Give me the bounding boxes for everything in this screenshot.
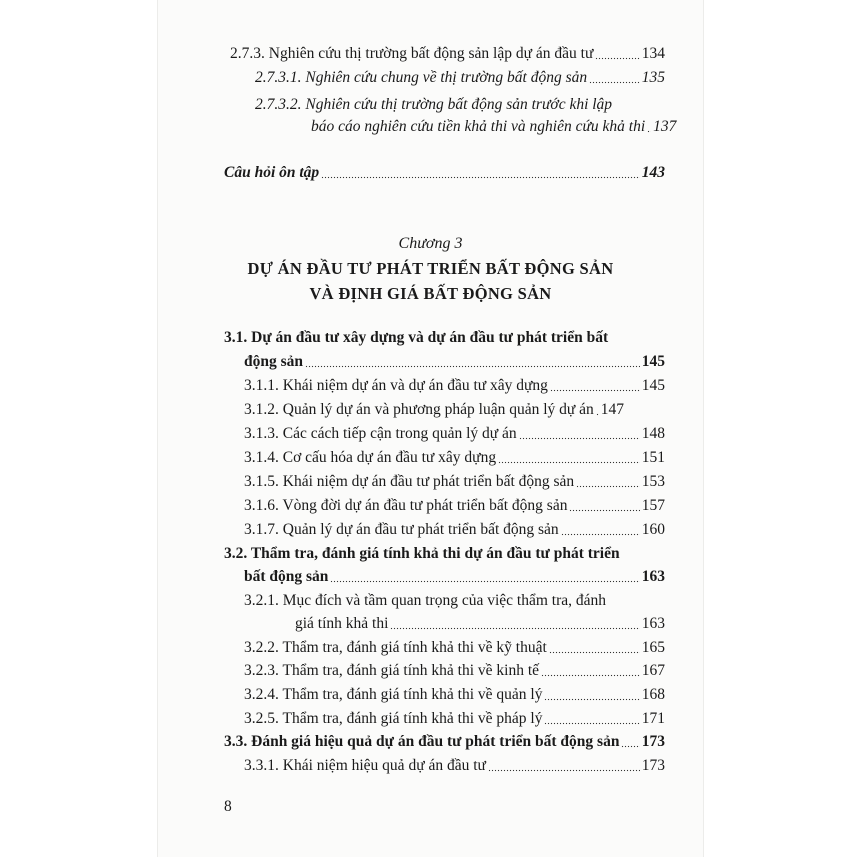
toc-entry-3-1-5 bbox=[244, 472, 665, 492]
toc-entry-page: 134 bbox=[641, 45, 665, 62]
toc-entry-3-1-4 bbox=[244, 448, 665, 468]
toc-entry-page: 153 bbox=[641, 473, 665, 490]
toc-section-3-2-line2 bbox=[244, 567, 665, 587]
toc-entry-text: giá tính khả thi bbox=[295, 615, 389, 632]
leader-dots bbox=[488, 769, 640, 772]
leader-dots bbox=[544, 698, 639, 701]
toc-entry-3-2-3 bbox=[244, 661, 665, 681]
leader-dots bbox=[305, 365, 640, 368]
toc-entry-2-7-3-2-line2 bbox=[311, 117, 677, 137]
toc-entry-2-7-3 bbox=[230, 44, 665, 64]
leader-dots bbox=[544, 722, 639, 725]
toc-entry-text: 3.1.4. Cơ cấu hóa dự án đầu tư xây dựng bbox=[244, 449, 497, 466]
toc-entry-page: 151 bbox=[641, 449, 665, 466]
toc-entry-3-2-5 bbox=[244, 709, 665, 729]
toc-entry-page: 165 bbox=[641, 639, 665, 656]
toc-entry-page: 173 bbox=[641, 733, 665, 750]
leader-dots bbox=[330, 580, 639, 583]
toc-entry-3-1-3 bbox=[244, 424, 665, 444]
toc-entry-text: 2.7.3. Nghiên cứu thị trường bất động sản lập dự án đầu tư bbox=[230, 45, 594, 62]
toc-entry-page: 157 bbox=[641, 497, 665, 514]
toc-entry-text: Câu hỏi ôn tập bbox=[224, 164, 320, 181]
leader-dots bbox=[596, 413, 599, 416]
toc-entry-3-2-2 bbox=[244, 638, 665, 658]
leader-dots bbox=[595, 57, 639, 60]
toc-section-3-1-line2 bbox=[244, 352, 665, 372]
toc-entry-page: 148 bbox=[641, 425, 665, 442]
toc-section-3-3 bbox=[224, 732, 665, 752]
toc-entry-text: 3.1.1. Khái niệm dự án và dự án đầu tư xây dựng bbox=[244, 377, 548, 394]
toc-entry-3-2-1-line1: 3.2.1. Mục đích và tầm quan trọng của việc thẩm tra, đánh bbox=[244, 592, 606, 609]
toc-entry-3-2-1-line2 bbox=[295, 614, 665, 634]
toc-entry-text: 2.7.3.1. Nghiên cứu chung về thị trường bất động sản bbox=[255, 69, 588, 86]
toc-entry-text: 3.1.2. Quản lý dự án và phương pháp luận quản lý dự án bbox=[244, 401, 594, 418]
toc-entry-page: 163 bbox=[641, 615, 665, 632]
toc-entry-text: 3.1.3. Các cách tiếp cận trong quản lý dự án bbox=[244, 425, 517, 442]
toc-entry-text: 3.3.1. Khái niệm hiệu quả dự án đầu tư bbox=[244, 757, 486, 774]
toc-entry-text: 3.2.2. Thẩm tra, đánh giá tính khả thi về kỹ thuật bbox=[244, 639, 547, 656]
toc-entry-page: 171 bbox=[641, 710, 665, 727]
leader-dots bbox=[549, 651, 640, 654]
toc-entry-3-1-6 bbox=[244, 496, 665, 516]
toc-entry-text: 3.3. Đánh giá hiệu quả dự án đầu tư phát triển bất động sản bbox=[224, 733, 620, 750]
toc-entry-page: 168 bbox=[641, 686, 665, 703]
toc-entry-2-7-3-1 bbox=[255, 68, 665, 88]
toc-entry-page: 147 bbox=[600, 401, 625, 418]
leader-dots bbox=[541, 674, 640, 677]
leader-dots bbox=[569, 509, 639, 512]
toc-entry-text: 3.2.4. Thẩm tra, đánh giá tính khả thi về quản lý bbox=[244, 686, 543, 703]
toc-section-3-2-line1: 3.2. Thẩm tra, đánh giá tính khả thi dự án đầu tư phát triển bbox=[224, 545, 620, 562]
toc-entry-text: 3.1.6. Vòng đời dự án đầu tư phát triển bất động sản bbox=[244, 497, 568, 514]
toc-section-3-1-line1: 3.1. Dự án đầu tư xây dựng và dự án đầu tư phát triển bất bbox=[224, 329, 609, 346]
chapter-title-line2: VÀ ĐỊNH GIÁ BẤT ĐỘNG SẢN bbox=[309, 284, 552, 303]
toc-entry-page: 135 bbox=[641, 69, 665, 86]
toc-entry-page: 145 bbox=[641, 353, 665, 370]
toc-entry-page: 143 bbox=[641, 164, 665, 181]
leader-dots bbox=[498, 461, 640, 464]
toc-entry-text: 3.1.5. Khái niệm dự án đầu tư phát triển bất động sản bbox=[244, 473, 575, 490]
book-page bbox=[158, 0, 703, 857]
toc-entry-text: báo cáo nghiên cứu tiền khả thi và nghiên cứu khả thi bbox=[311, 118, 646, 135]
toc-entry-3-1-1 bbox=[244, 376, 665, 396]
toc-entry-2-7-3-2-line1: 2.7.3.2. Nghiên cứu thị trường bất động sản trước khi lập bbox=[255, 96, 613, 113]
toc-entry-page: 167 bbox=[641, 662, 665, 679]
toc-entry-3-1-2 bbox=[244, 400, 665, 420]
toc-entry-page: 173 bbox=[641, 757, 665, 774]
leader-dots bbox=[561, 533, 640, 536]
toc-entry-page: 160 bbox=[641, 521, 665, 538]
toc-entry-text: bất động sản bbox=[244, 568, 329, 585]
leader-dots bbox=[550, 389, 640, 392]
toc-entry-page: 163 bbox=[641, 568, 665, 585]
toc-entry-3-1-7 bbox=[244, 520, 665, 540]
toc-entry-page: 137 bbox=[653, 118, 677, 135]
leader-dots bbox=[576, 485, 640, 488]
toc-entry-text: 3.2.3. Thẩm tra, đánh giá tính khả thi về kinh tế bbox=[244, 662, 540, 679]
toc-entry-text: 3.2.5. Thẩm tra, đánh giá tính khả thi về pháp lý bbox=[244, 710, 543, 727]
leader-dots bbox=[621, 745, 639, 748]
toc-entry-page: 145 bbox=[641, 377, 665, 394]
toc-review bbox=[224, 163, 665, 183]
toc-entry-text: 3.1.7. Quản lý dự án đầu tư phát triển bất động sản bbox=[244, 521, 559, 538]
chapter-label: Chương 3 bbox=[398, 235, 463, 252]
leader-dots bbox=[647, 130, 651, 133]
leader-dots bbox=[519, 437, 640, 440]
page-number: 8 bbox=[224, 798, 232, 815]
leader-dots bbox=[390, 627, 639, 630]
toc-entry-3-3-1 bbox=[244, 756, 665, 776]
toc-entry-text: động sản bbox=[244, 353, 304, 370]
leader-dots bbox=[589, 81, 640, 84]
toc-entry-3-2-4 bbox=[244, 685, 665, 705]
leader-dots bbox=[321, 176, 640, 179]
chapter-title-line1: DỰ ÁN ĐẦU TƯ PHÁT TRIỂN BẤT ĐỘNG SẢN bbox=[247, 259, 614, 278]
